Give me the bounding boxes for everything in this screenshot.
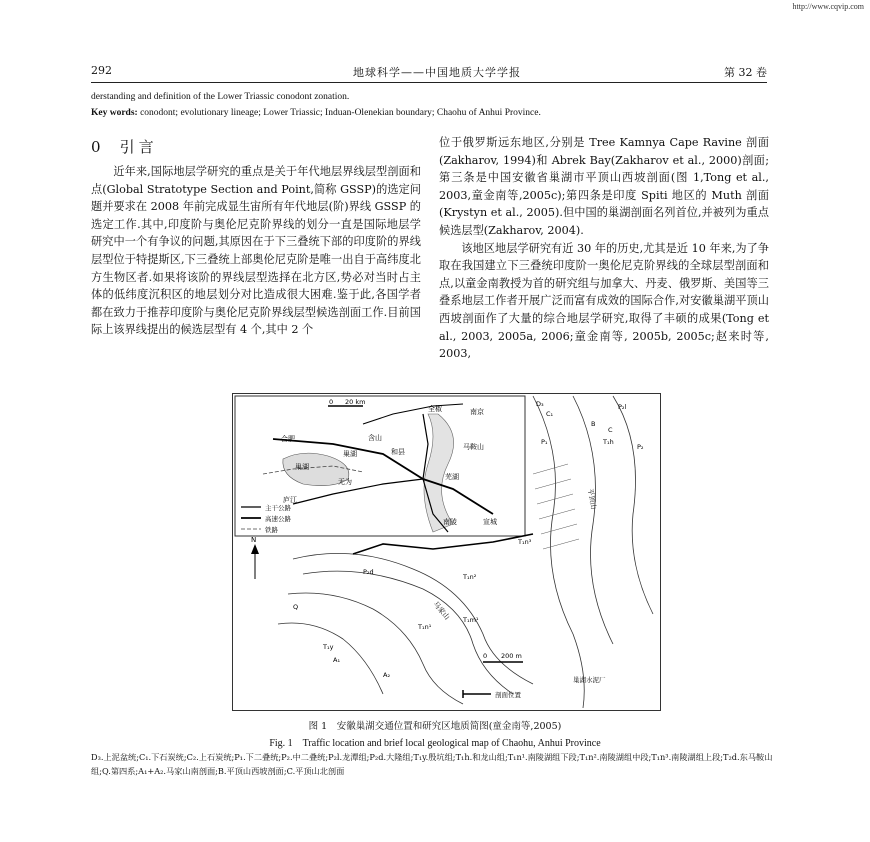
geo-c: C bbox=[608, 426, 613, 434]
place-wuhu: 芜湖 bbox=[445, 473, 459, 481]
section-heading bbox=[91, 136, 158, 157]
place-quanjiao: 全椒 bbox=[428, 405, 442, 413]
section-legend-label: 剖面位置 bbox=[495, 691, 521, 699]
volume-label: 第 32 卷 bbox=[724, 66, 767, 79]
contact-4 bbox=[278, 623, 383, 694]
geo-p2: P₂ bbox=[637, 443, 644, 451]
place-nanling: 南陵 bbox=[443, 518, 457, 526]
geo-c1: C₁ bbox=[546, 410, 554, 418]
place-maanshan: 马鞍山 bbox=[463, 443, 484, 451]
page-number: 292 bbox=[91, 64, 112, 77]
right-paragraph-1: 位于俄罗斯远东地区,分别是 Tree Kamnya Cape Ravine 剖面(Zakharov, 1994)和 Abrek Bay(Zakharov et al., 2000)剖面;第三条是中国安徽省巢湖市平顶山西坡剖面(图 1,Tong et al., 2003,童金南等,2005c);第四条是印度 Spiti 地区的 Muth 剖面(Krystyn et al., 2005).但中国的巢湖剖面名列首位,并被列为重点候选层型(Zakharov, 2004). bbox=[439, 136, 769, 237]
header-rule bbox=[91, 82, 767, 83]
scale-label-bottom: 200 m bbox=[501, 652, 522, 660]
geo-a1: A₁ bbox=[333, 656, 341, 664]
figure-1 bbox=[232, 393, 661, 711]
north-arrow-head bbox=[251, 544, 259, 554]
geo-p2d: P₂d bbox=[363, 568, 374, 576]
geo-p2l: P₂l bbox=[618, 403, 627, 411]
geological-map bbox=[233, 394, 660, 710]
section-number: 0 bbox=[91, 138, 101, 156]
geo-a2: A₂ bbox=[383, 671, 391, 679]
right-paragraph-2: 该地区地层学研究有近 30 年的历史,尤其是近 10 年来,为了争取在我国建立下三叠统印度阶一奥伦尼克阶界线的全球层型剖面和点,以童金南教授为首的研究组与加拿大、丹麦、俄罗斯、美国等三叠系地层工作者开展广泛而富有成效的国际合作,对安徽巢湖平顶山西坡剖面作了大量的综合地层学研究,取得了丰硕的成果(Tong et al., 2003, 2005a, 2006;童金南等, 2005b, 2005c;赵来时等, 2003, bbox=[439, 241, 769, 361]
geo-b: B bbox=[591, 420, 596, 428]
keywords-line bbox=[91, 108, 541, 118]
left-column bbox=[91, 163, 421, 339]
road-north bbox=[363, 404, 463, 424]
geo-t1h: T₁h bbox=[603, 438, 614, 446]
place-lujiang: 庐江 bbox=[283, 496, 297, 504]
scale-zero-bottom: 0 bbox=[483, 652, 488, 660]
contact-1 bbox=[293, 553, 533, 684]
place-hefei: 合肥 bbox=[281, 435, 295, 443]
section-title: 引言 bbox=[119, 138, 158, 156]
place-hanshan: 含山 bbox=[368, 434, 382, 442]
scale-zero-top: 0 bbox=[329, 398, 334, 406]
geo-p1: P₁ bbox=[541, 438, 548, 446]
geo-t1y: T₁y bbox=[323, 643, 334, 651]
place-wuwei: 无为 bbox=[338, 478, 352, 486]
figure-legend-text: D₃.上泥盆统;C₁.下石炭统;C₂.上石炭统;P₁.下二叠统;P₂.中二叠统;P₂l.龙潭组;P₂d.大隆组;T₁y.殷坑组;T₁h.和龙山组;T₁n¹.南陵湖组下段;T₁n².南陵湖组中段;T₁n³.南陵湖组上段;T₂d.东马鞍山组;Q.第四系;A₁+A₂.马家山南剖面;B.平顶山西坡剖面;C.平顶山北剖面 bbox=[91, 752, 773, 776]
running-header bbox=[91, 64, 767, 80]
scale-label-top: 20 km bbox=[345, 398, 366, 406]
fault-3 bbox=[613, 396, 653, 614]
keywords-label: Key words: bbox=[91, 108, 138, 118]
road-geo bbox=[353, 534, 533, 554]
contact-2 bbox=[303, 571, 513, 694]
left-paragraph: 近年来,国际地层学研究的重点是关于年代地层界线层型剖面和点(Global Stratotype Section and Point,简称 GSSP)的选定问题并要求在 2008 年前完成显生宙所有年代地层(阶)界线 GSSP 的选定工作.其中,印度阶与奥伦尼克阶界线的划分一直是国际地层学研究中一个有争议的问题,其原因在于下三叠统下部的印度阶的界线层型位于特提斯区,下三叠统上部奥伦尼克阶是唯一出自于高纬度北方生物区者.如果将该阶的界线层型选择在北方区,势必对当时占主体的低纬度沉积区的地层划分对比造成很大困难.鉴于此,各国学者都在致力于推荐印度阶与奥伦尼克阶界线层型候选剖面工作.目前国际上该界线提出的候选层型有 4 个,其中 2 个 bbox=[91, 165, 421, 337]
legend-main-road: 主干公路 bbox=[265, 504, 291, 512]
place-chaohu-lake: 巢湖 bbox=[295, 463, 309, 471]
place-hexian: 和县 bbox=[391, 448, 405, 456]
legend-expressway: 高速公路 bbox=[265, 515, 291, 523]
place-cement-plant: 巢湖水泥厂 bbox=[573, 676, 606, 684]
north-label: N bbox=[251, 536, 257, 544]
keywords-text: conodont; evolutionary lineage; Lower Triassic; Induan-Olenekian boundary; Chaohu of Anhui Province. bbox=[140, 108, 541, 118]
place-chaohu-city: 巢湖 bbox=[343, 450, 357, 458]
legend-railway: 铁路 bbox=[265, 526, 278, 534]
geo-t1n3: T₁n³ bbox=[518, 538, 532, 546]
geo-t1n2: T₁n² bbox=[463, 573, 477, 581]
site-url: http://www.cqvip.com bbox=[792, 2, 864, 11]
caption-cn: 图 1 安徽巢湖交通位置和研究区地质简图(童金南等,2005) bbox=[308, 721, 562, 732]
abstract-tail: derstanding and definition of the Lower Triassic conodont zonation. bbox=[91, 92, 350, 102]
geo-d3: D₃ bbox=[536, 400, 544, 408]
caption-en: Fig. 1 Traffic location and brief local geological map of Chaohu, Anhui Province bbox=[269, 738, 601, 749]
hatching bbox=[533, 464, 579, 549]
fault-2 bbox=[573, 396, 613, 644]
label-pingdingshan: 平顶山 bbox=[586, 487, 598, 511]
journal-title: 地球科学——中国地质大学学报 bbox=[353, 66, 521, 79]
label-majiashan: 马家山 bbox=[431, 600, 452, 622]
place-nanjing: 南京 bbox=[470, 408, 484, 416]
geo-t1m1: T₁m¹ bbox=[463, 616, 479, 624]
right-column bbox=[439, 134, 769, 363]
geo-t1n1: T₁n¹ bbox=[418, 623, 432, 631]
place-xuancheng: 宣城 bbox=[483, 518, 497, 526]
geo-q: Q bbox=[293, 603, 299, 611]
